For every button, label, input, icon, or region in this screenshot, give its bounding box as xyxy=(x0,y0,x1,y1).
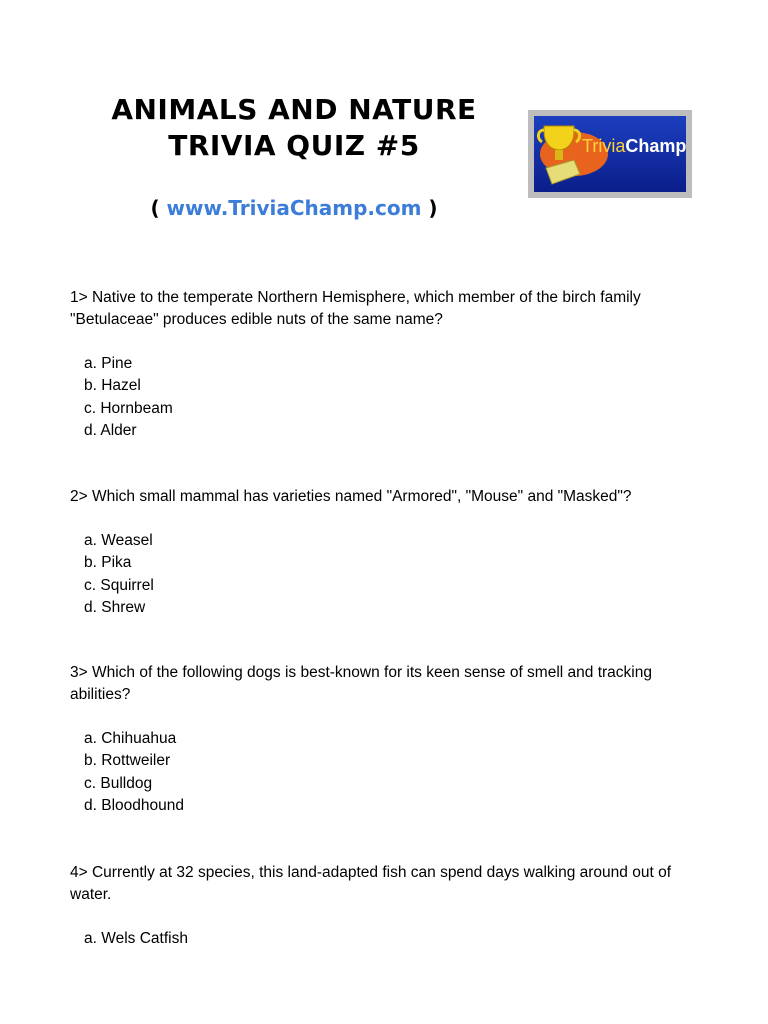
question-3-options xyxy=(84,728,684,817)
page-title xyxy=(96,92,492,164)
question-4: 4> Currently at 32 species, this land-adapted fish can spend days walking around out of water. xyxy=(70,864,671,903)
question-4-options xyxy=(84,928,684,950)
option: c. Bulldog xyxy=(84,774,153,792)
option: a. Weasel xyxy=(84,532,153,549)
triviachamp-logo xyxy=(528,110,692,198)
logo-wordmark xyxy=(582,136,686,157)
site-link-line xyxy=(96,194,492,222)
option: a. Pine xyxy=(84,355,133,372)
question-2-options xyxy=(84,530,684,619)
question-1: 1> Native to the temperate Northern Hemisphere, which member of the birch family "Betulaceae" produces edible nuts of the same name? xyxy=(70,289,641,328)
option: d. Bloodhound xyxy=(84,796,184,814)
question-1-options xyxy=(84,353,684,442)
option: a. Chihuahua xyxy=(84,730,177,747)
title-line-2: TRIVIA QUIZ #5 xyxy=(168,129,420,162)
logo-word-1: Trivia xyxy=(582,136,626,156)
title-line-1: ANIMALS AND NATURE xyxy=(111,93,477,126)
option: d. Shrew xyxy=(84,598,146,616)
option: c. Squirrel xyxy=(84,576,154,594)
option: d. Alder xyxy=(84,421,137,439)
option: a. Wels Catfish xyxy=(84,930,188,947)
option: b. Rottweiler xyxy=(84,752,171,770)
site-close-paren: ) xyxy=(421,196,438,220)
site-open-paren: ( xyxy=(150,196,167,220)
option: c. Hornbeam xyxy=(84,399,173,417)
option: b. Hazel xyxy=(84,377,141,395)
logo-word-2: Champ xyxy=(625,136,686,156)
question-3: 3> Which of the following dogs is best-known for its keen sense of smell and tracking abilities? xyxy=(70,664,652,703)
option: b. Pika xyxy=(84,554,132,572)
question-2: 2> Which small mammal has varieties named "Armored", "Mouse" and "Masked"? xyxy=(70,488,632,505)
site-url-link[interactable]: www.TriviaChamp.com xyxy=(166,196,422,220)
